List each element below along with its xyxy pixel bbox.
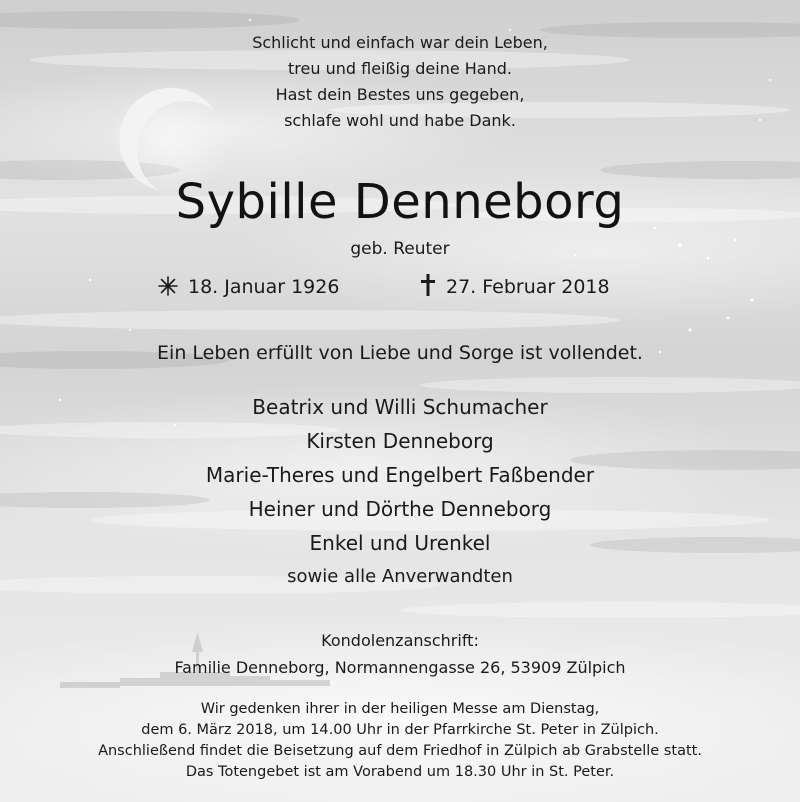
life-dates	[0, 274, 800, 300]
birth-name: geb. Reuter	[350, 239, 450, 259]
mourner: Beatrix und Willi Schumacher	[252, 395, 548, 419]
mourner: Enkel und Urenkel	[309, 531, 491, 555]
mourner: Heiner und Dörthe Denneborg	[248, 497, 552, 521]
cross-icon	[420, 274, 436, 296]
deceased-name: Sybille Denneborg	[175, 174, 625, 230]
service-info	[0, 699, 800, 783]
condolence-address: Familie Denneborg, Normannengasse 26, 53909 Zülpich	[174, 658, 626, 677]
star-icon	[158, 276, 178, 296]
mourner: sowie alle Anverwandten	[287, 566, 513, 587]
birth-date	[158, 274, 339, 300]
poem-line: Schlicht und einfach war dein Leben,	[252, 33, 548, 52]
mourners-list	[0, 390, 800, 594]
condolence-label: Kondolenzanschrift:	[321, 631, 479, 650]
birth-date-text: 18. Januar 1926	[188, 276, 340, 298]
mourner: Marie-Theres und Engelbert Faßbender	[205, 463, 595, 487]
motto: Ein Leben erfüllt von Liebe und Sorge ist vollendet.	[157, 342, 643, 364]
death-date	[420, 274, 610, 300]
poem-line: Hast dein Bestes uns gegeben,	[275, 85, 525, 104]
mourner: Kirsten Denneborg	[306, 429, 494, 453]
death-date-text: 27. Februar 2018	[446, 276, 610, 298]
service-line: Wir gedenken ihrer in der heiligen Messe am Dienstag,	[200, 701, 600, 717]
service-line: dem 6. März 2018, um 14.00 Uhr in der Pfarrkirche St. Peter in Zülpich.	[141, 722, 659, 738]
poem-line: treu und fleißig deine Hand.	[288, 59, 512, 78]
poem	[0, 30, 800, 134]
service-line: Anschließend findet die Beisetzung auf dem Friedhof in Zülpich ab Grabstelle statt.	[98, 743, 702, 759]
service-line: Das Totengebet ist am Vorabend um 18.30 Uhr in St. Peter.	[185, 764, 615, 780]
poem-line: schlafe wohl und habe Dank.	[284, 111, 516, 130]
